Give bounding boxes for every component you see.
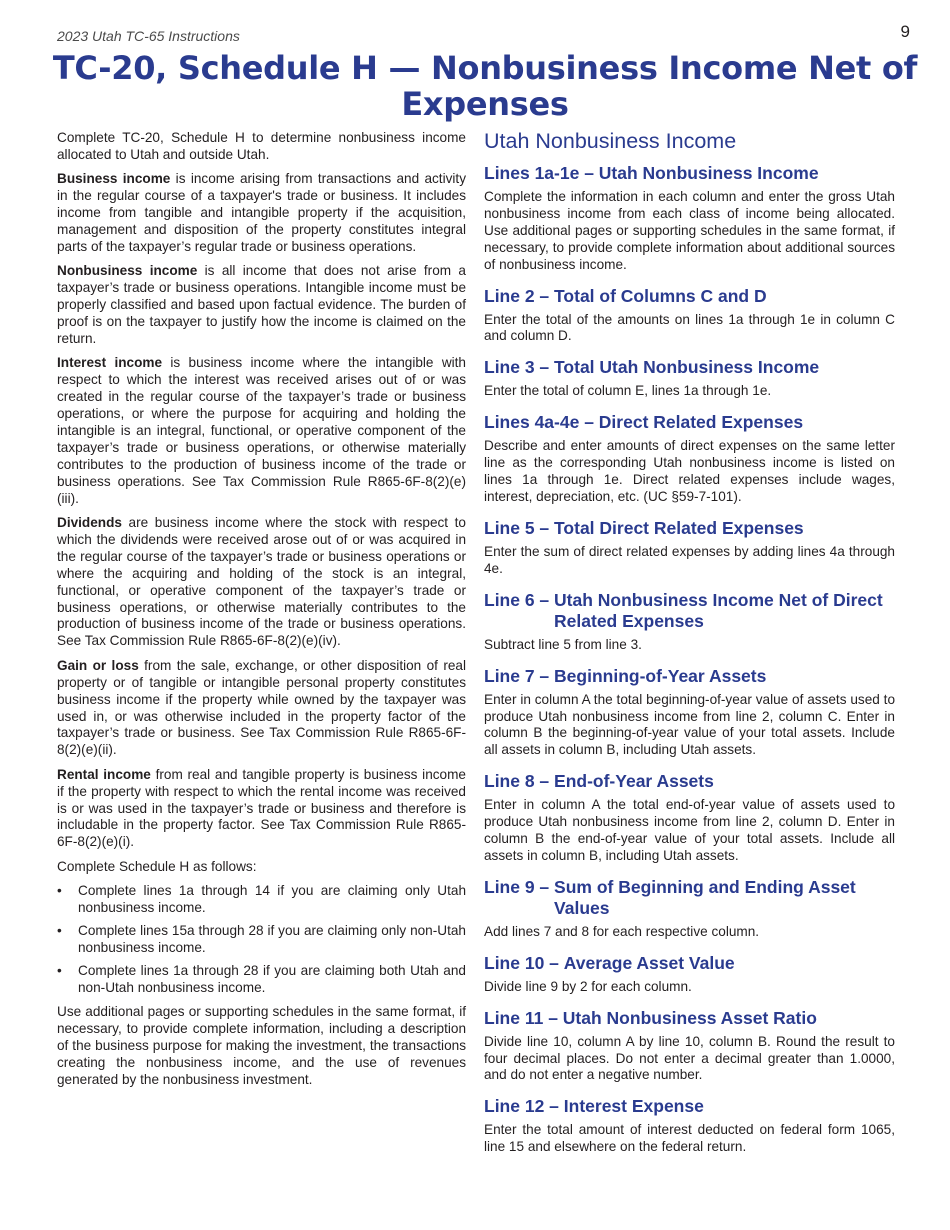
list-item: • Complete lines 15a through 28 if you are claiming only non-Utah nonbusiness income. [57, 923, 466, 957]
line-title: Sum of Beginning and Ending Asset Values [554, 876, 856, 918]
line-title: Utah Nonbusiness Asset Ratio [562, 1007, 817, 1028]
definition-nonbusiness-income [57, 263, 466, 348]
line-number: Lines 1a-1e – [484, 163, 599, 183]
line-title: Total Direct Related Expenses [554, 517, 804, 538]
line-title: Total of Columns C and D [554, 285, 767, 306]
line-number: Line 11 – [484, 1007, 563, 1028]
definition-gain-or-loss [57, 658, 466, 759]
line-number: Line 3 – [484, 357, 555, 378]
line-description: Complete the information in each column and enter the gross Utah nonbusiness income from each class of income being allocated. Use additional pages or supporting schedules in the same format, if necessary, to provide complete information about additional sources of nonbusiness income. [484, 189, 895, 272]
line-title: Utah Nonbusiness Income [598, 163, 819, 183]
line-heading [484, 1096, 895, 1117]
line-number: Line 7 – [484, 665, 555, 686]
intro-paragraph: Complete TC-20, Schedule H to determine nonbusiness income allocated to Utah and outside Utah. [57, 130, 466, 162]
schedule-intro: Complete Schedule H as follows: [57, 858, 257, 874]
line-description: Enter in column A the total beginning-of-year value of assets used to produce Utah nonbusiness income from line 2, column C. Enter in column B the beginning-of-year value of your total assets. Include all assets in column B, including Utah assets. [484, 691, 895, 758]
line-number: Line 6 – [484, 589, 555, 610]
line-title: Beginning-of-Year Assets [554, 665, 767, 686]
line-description: Divide line 10, column A by line 10, column B. Round the result to four decimal places. Do not enter a decimal greater than 1.0000, and do not enter a negative number. [484, 1033, 895, 1083]
closing-paragraph: Use additional pages or supporting schedules in the same format, if necessary, to provide complete information, including a description of the business purpose for making the investment, the transactions creating the nonbusiness income, and the use of revenues generated by the nonbusiness investment. [57, 1004, 466, 1087]
line-heading [484, 877, 895, 919]
definition-interest-income [57, 355, 466, 507]
definition-text: is business income where the intangible with respect to which the interest was received arises out of or was created in the regular course of the taxpayer’s trade or business operations, or where the purpose for acquiring and holding the intangible is an integral, functional, or operative component of the taxpayer’s trade or business operations, or otherwise materially contributes to the production of business income of the trade or business operations. See Tax Commission Rule R865-6F-8(2)(e)(iii). [57, 355, 466, 506]
line-description: Enter in column A the total end-of-year value of assets used to produce Utah nonbusiness income from line 2, column D. Enter in column B the end-of-year value of your total assets. Include all assets in column B, including Utah assets. [484, 797, 895, 863]
line-heading [484, 590, 895, 632]
line-heading [484, 518, 895, 539]
line-description: Subtract line 5 from line 3. [484, 636, 642, 652]
line-heading [484, 357, 895, 378]
line-title: Average Asset Value [563, 952, 735, 973]
line-description: Enter the total of column E, lines 1a through 1e. [484, 383, 772, 399]
line-heading [484, 1008, 895, 1029]
line-title: Utah Nonbusiness Income Net of Direct Related Expenses [554, 589, 883, 631]
line-description: Enter the sum of direct related expenses by adding lines 4a through 4e. [484, 543, 895, 576]
line-heading [484, 771, 895, 792]
line-title: Total Utah Nonbusiness Income [554, 357, 820, 378]
line-heading [484, 953, 895, 974]
line-description: Enter the total amount of interest deducted on federal form 1065, line 15 and elsewhere on the federal return. [484, 1122, 895, 1155]
line-number: Line 2 – [484, 285, 555, 306]
definition-text: is income arising from transactions and activity in the regular course of a taxpayer's trade or business. It includes income from tangible and intangible property if the acquisition, management and disposition of the property constitutes integral parts of the taxpayer’s regular trade or business operations. [57, 171, 466, 254]
line-description: Describe and enter amounts of direct expenses on the same letter line as the corresponding Utah nonbusiness income is listed on lines 1a through 1e. Direct related expenses include wages, interest, depreciation, etc. (UC §59-7-101). [484, 438, 895, 504]
right-column [484, 130, 895, 1168]
line-heading [484, 412, 895, 433]
line-title: Interest Expense [563, 1096, 704, 1117]
definition-text: from the sale, exchange, or other disposition of real property or of tangible or intangible personal property constitutes business income if the property while owned by the taxpayer was used in, or was otherwise included in the property factor of the taxpayer’s trade or business. See Tax Commission Rule R865-6F-8(2)(e)(ii). [57, 657, 466, 758]
definition-term: Nonbusiness income [57, 263, 198, 279]
line-description: Divide line 9 by 2 for each column. [484, 978, 692, 994]
section-heading: Utah Nonbusiness Income [484, 129, 737, 153]
definition-dividends [57, 515, 466, 650]
line-number: Line 12 – [484, 1096, 564, 1117]
page-title: TC-20, Schedule H — Nonbusiness Income Net of Expenses [52, 49, 918, 123]
definition-term: Interest income [57, 355, 163, 371]
definition-text: from real and tangible property is business income if the property with respect to which the rental income was received is or was used in the taxpayer’s trade or business and therefore is includable in the property factor. See Tax Commission Rule R865-6F-8(2)(e)(i). [57, 766, 466, 850]
line-number: Line 5 – [484, 517, 555, 538]
line-heading [484, 286, 895, 307]
line-description: Add lines 7 and 8 for each respective column. [484, 923, 760, 939]
definition-term: Rental income [57, 766, 151, 782]
line-title: End-of-Year Assets [554, 771, 714, 792]
left-column [57, 130, 466, 1096]
definition-text: is all income that does not arise from a taxpayer’s trade or business operations. Intangible income must be properly classified and based upon factual evidence. The burden of proof is on the taxpayer to justify how the income is claimed on the return. [57, 263, 466, 346]
definition-term: Dividends [57, 515, 122, 531]
list-item: • Complete lines 1a through 14 if you are claiming only Utah nonbusiness income. [57, 883, 466, 917]
line-number: Lines 4a-4e – [484, 412, 599, 433]
definition-rental-income [57, 767, 466, 852]
line-title: Direct Related Expenses [598, 412, 804, 433]
list-item: • Complete lines 1a through 28 if you are claiming both Utah and non-Utah nonbusiness income. [57, 963, 466, 997]
line-number: Line 9 – [484, 876, 555, 897]
line-number: Line 10 – [484, 952, 564, 973]
line-heading [484, 666, 895, 687]
line-number: Line 8 – [484, 771, 555, 792]
page-number: 9 [900, 22, 910, 41]
schedule-bullet-list [57, 883, 466, 996]
definition-text: are business income where the stock with respect to which the dividends were received arose out of or was acquired in the regular course of the taxpayer’s trade or business operations or where the acquiring and holding of the stock is an integral, functional, or operative component of the taxpayer’s trade or business operations, or otherwise materially contributes to the production of business income of the trade or business operations. See Tax Commission Rule R865-6F-8(2)(e)(iv). [57, 515, 466, 649]
line-description: Enter the total of the amounts on lines 1a through 1e in column C and column D. [484, 311, 895, 344]
definition-business-income [57, 171, 466, 256]
running-head: 2023 Utah TC-65 Instructions [57, 28, 240, 44]
definition-term: Business income [57, 171, 171, 187]
line-heading [484, 163, 895, 184]
definition-term: Gain or loss [57, 657, 139, 673]
